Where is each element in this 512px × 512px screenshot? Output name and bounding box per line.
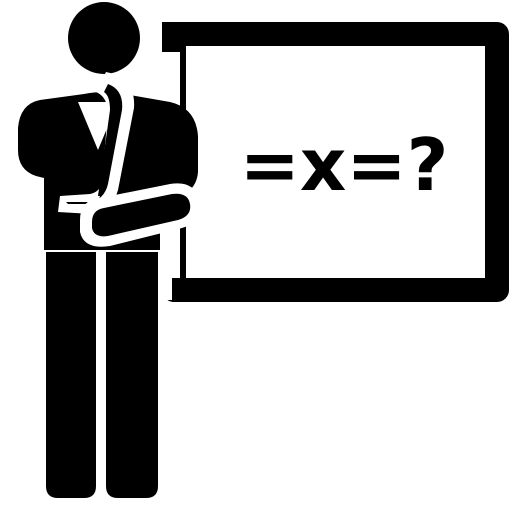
whiteboard-equation: =x=? — [239, 123, 449, 207]
whiteboard-left-edge-bottom — [172, 278, 192, 302]
person-left-leg — [46, 252, 96, 498]
whiteboard-left-edge-top — [162, 22, 186, 52]
person-head — [68, 2, 140, 74]
person-right-leg — [106, 252, 158, 498]
